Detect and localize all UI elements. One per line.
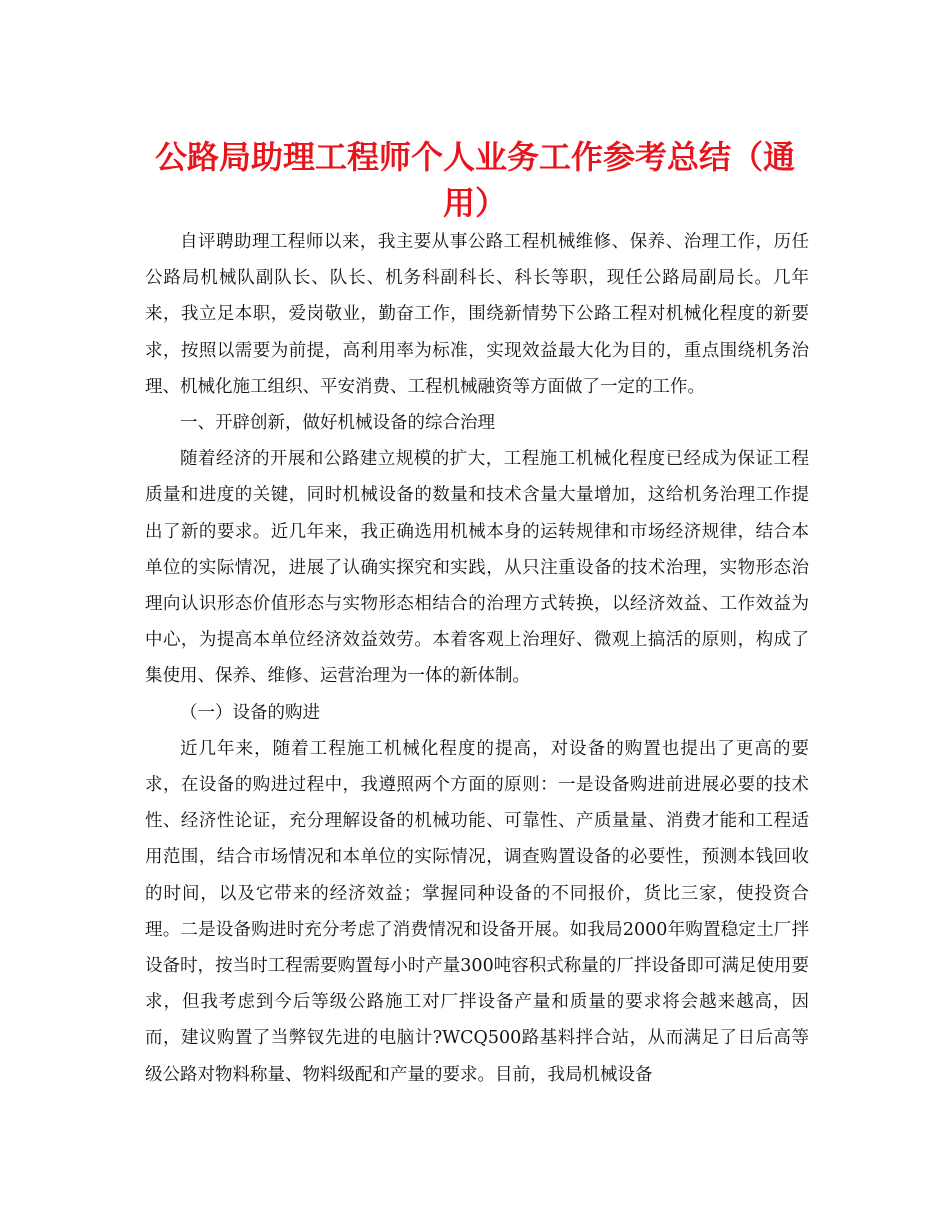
- paragraph-section-1: 随着经济的开展和公路建立规模的扩大，工程施工机械化程度已经成为保证工程质量和进度的关键，同时机械设备的数量和技术含量大量增加，这给机务治理工作提出了新的要求。近几年来，我正确选用机械本身的运转规律和市场经济规律，结合本单位的实际情况，进展了认确实探究和实践，从只注重设备的技术治理，实物形态治理向认识形态价值形态与实物形态相结合的治理方式转换，以经济效益、工作效益为中心，为提高本单位经济效益效劳。本着客观上治理好、微观上搞活的原则，构成了集使用、保养、维修、运营治理为一体的新体制。: [145, 449, 809, 687]
- paragraph-intro: 自评聘助理工程师以来，我主要从事公路工程机械维修、保养、治理工作，历任公路局机械队副队长、队长、机务科副科长、科长等职，现任公路局副局长。几年来，我立足本职，爱岗敬业，勤奋工作，围绕新情势下公路工程对机械化程度的新要求，按照以需要为前提，高利用率为标准，实现效益最大化为目的，重点围绕机务治理、机械化施工组织、平安消费、工程机械融资等方面做了一定的工作。: [145, 232, 809, 397]
- subsection-heading-1: （一）设备的购进: [180, 702, 320, 723]
- section-heading-1: 一、开辟创新，做好机械设备的综合治理: [180, 413, 495, 434]
- document-title: 公路局助理工程师个人业务工作参考总结（通用）: [154, 138, 795, 222]
- paragraph-subsection-1: 近几年来，随着工程施工机械化程度的提高，对设备的购置也提出了更高的要求，在设备的购进过程中，我遵照两个方面的原则：一是设备购进前进展必要的技术性、经济性论证，充分理解设备的机械功能、可靠性、产质量量、消费才能和工程适用范围，结合市场情况和本单位的实际情况，调查购置设备的必要性，预测本钱回收的时间，以及它带来的经济效益；掌握同种设备的不同报价，货比三家，使投资合理。二是设备购进时充分考虑了消费情况和设备开展。如我局2000年购置稳定土厂拌设备时，按当时工程需要购置每小时产量300吨容积式称量的厂拌设备即可满足使用要求，但我考虑到今后等级公路施工对厂拌设备产量和质量的要求将会越来越高，因而，建议购置了当弊钗先进的电脑计?WCQ500路基料拌合站，从而满足了日后高等级公路对物料称量、物料级配和产量的要求。目前，我局机械设备: [145, 738, 809, 1085]
- document-body: [145, 224, 809, 1093]
